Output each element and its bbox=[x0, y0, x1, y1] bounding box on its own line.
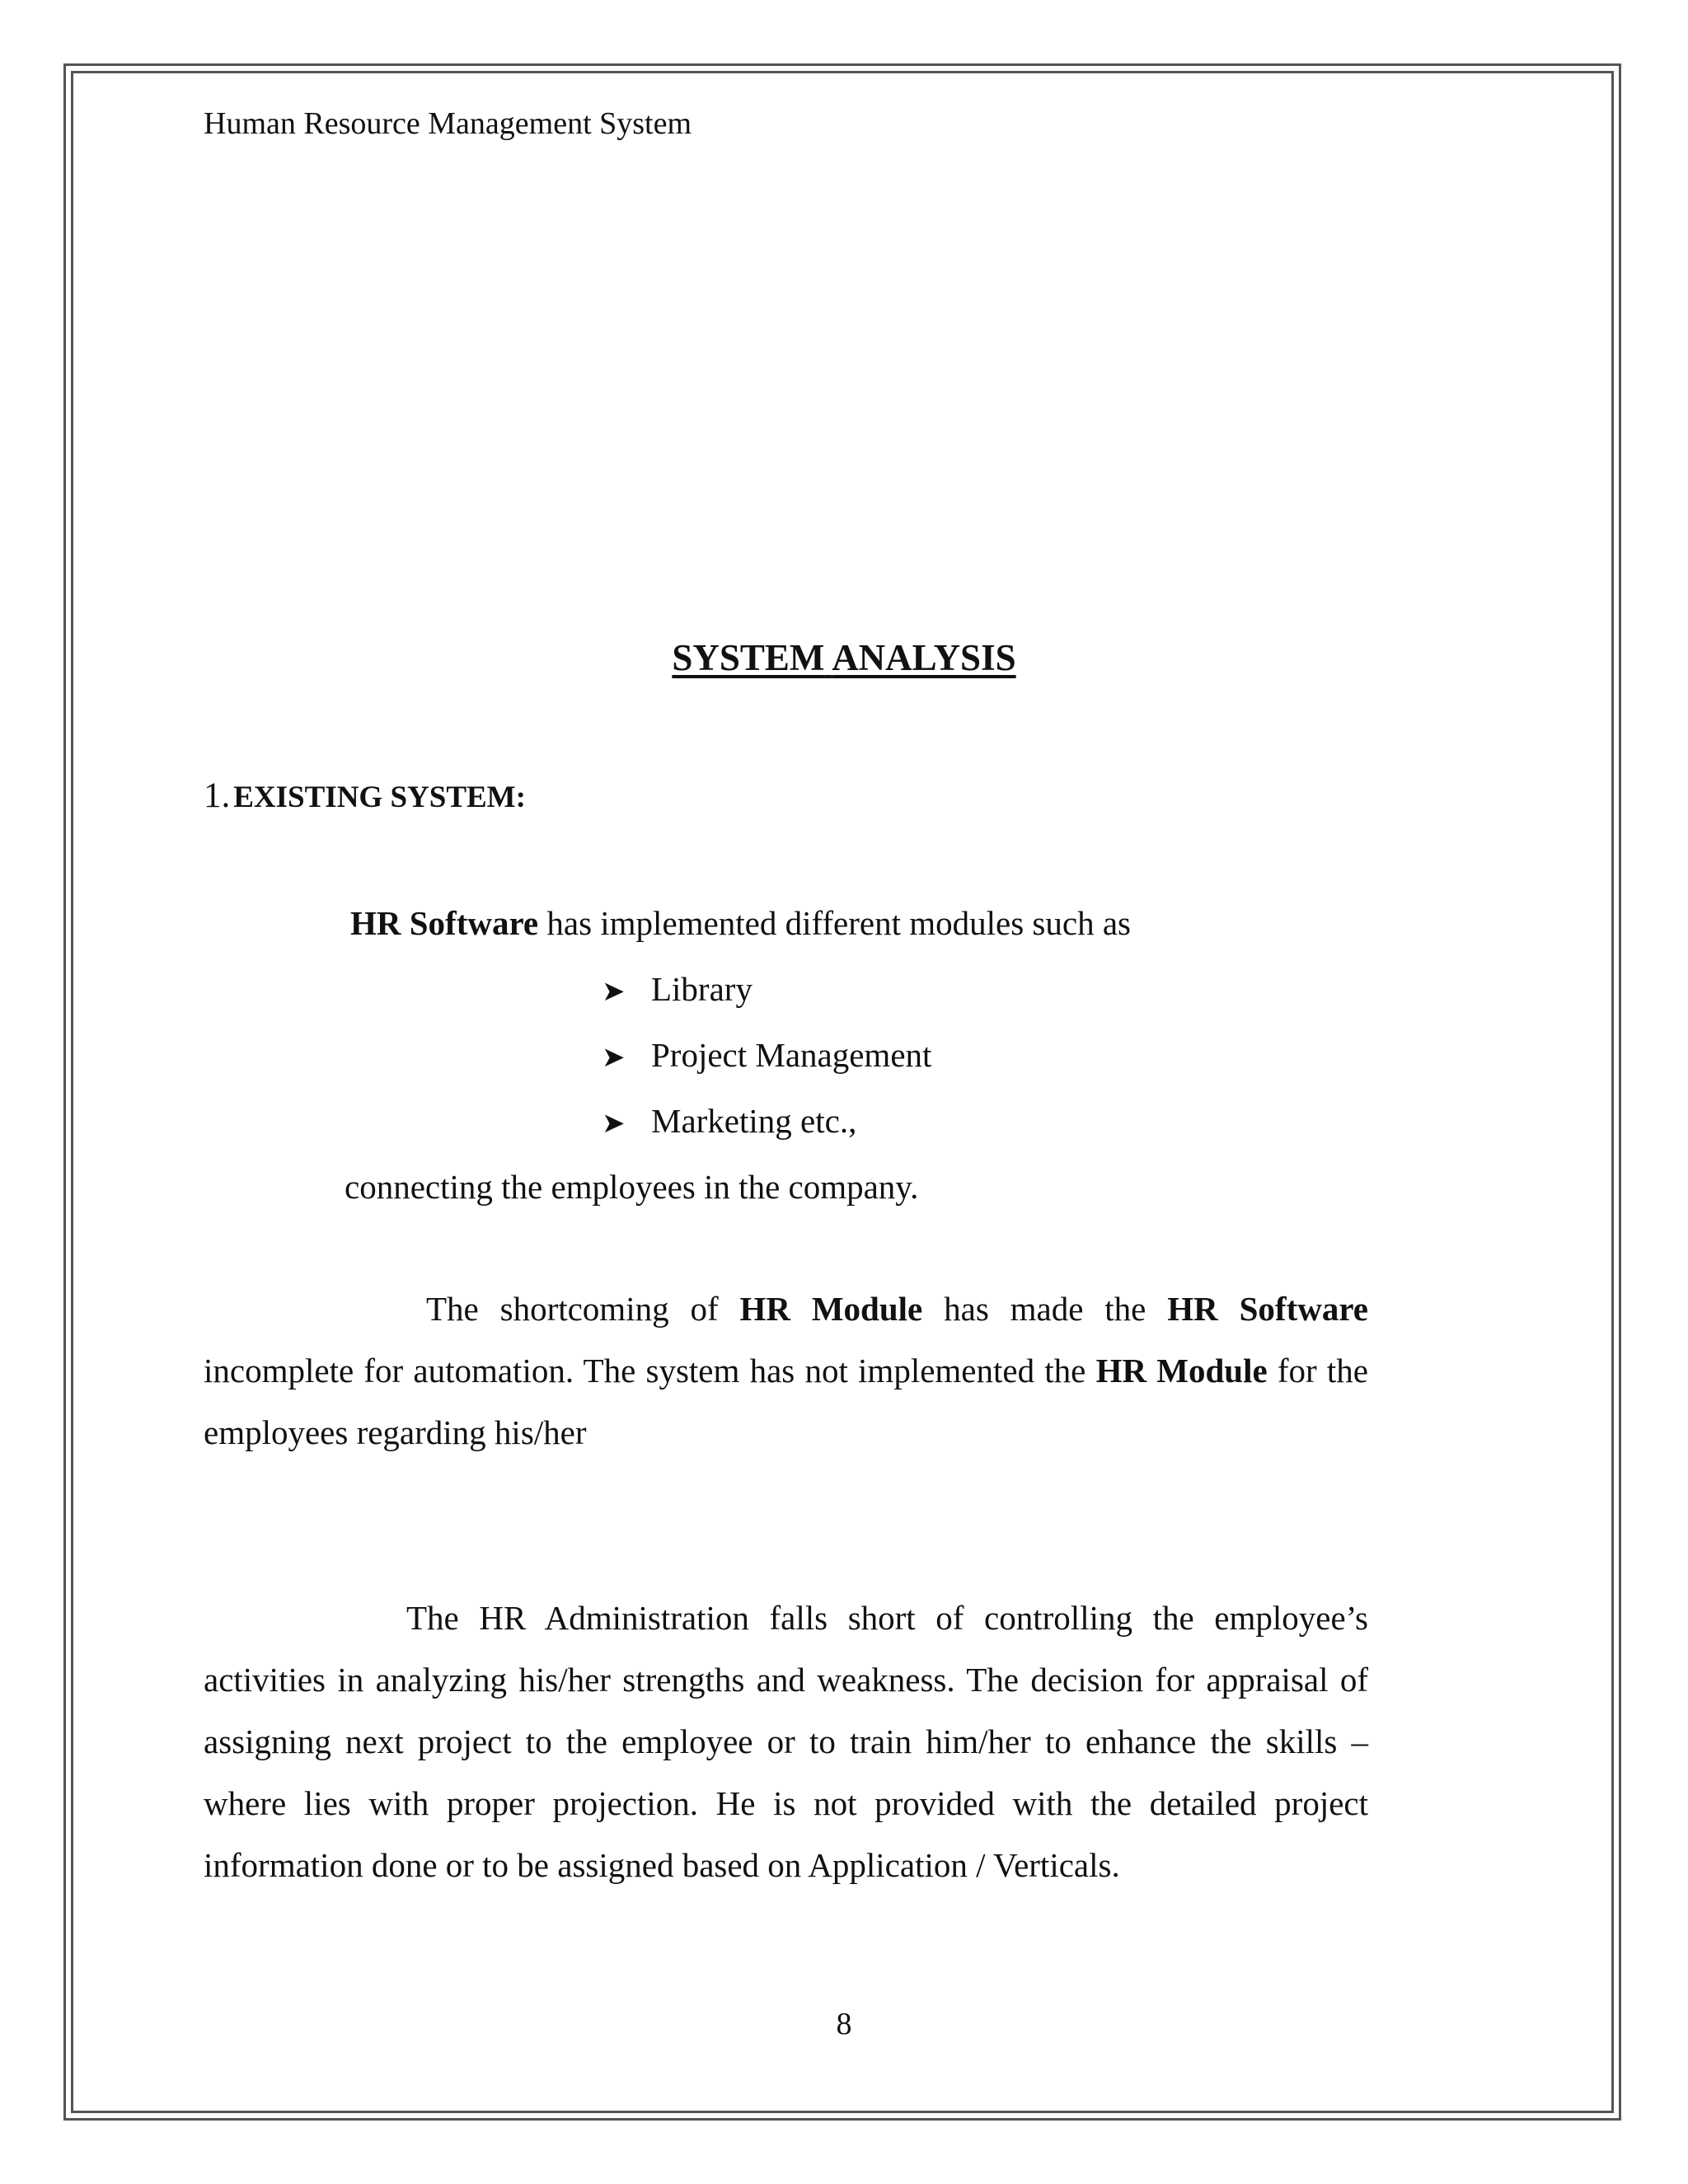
para2-text-3: incomplete for automation. The system has not implemented the bbox=[204, 1352, 1096, 1390]
section-colon: : bbox=[515, 780, 526, 814]
running-header: Human Resource Management System bbox=[204, 106, 692, 141]
paragraph-shortcoming bbox=[204, 1278, 1368, 1464]
title-word-analysis: ANALYSIS bbox=[832, 637, 1016, 678]
para2-text-1: The shortcoming of bbox=[426, 1290, 740, 1328]
module-label: Library bbox=[651, 970, 753, 1008]
arrowhead-bullet-icon: ➤ bbox=[602, 975, 626, 1008]
module-list-item bbox=[602, 966, 753, 1015]
title-word-system: SYSTEM bbox=[672, 637, 825, 678]
para2-text-2: has made the bbox=[922, 1290, 1168, 1328]
intro-closing: connecting the employees in the company. bbox=[345, 1168, 919, 1206]
section-number: 1. bbox=[204, 776, 231, 815]
para2-text-4: for the employees regarding his/her bbox=[204, 1352, 1368, 1451]
section-heading bbox=[204, 773, 526, 827]
intro-text: has implemented different modules such as bbox=[538, 904, 1131, 942]
page-number: 8 bbox=[836, 2007, 852, 2041]
module-label: Marketing etc., bbox=[651, 1102, 857, 1140]
paragraph-hr-administration: The HR Administration falls short of controlling the employee’s activities in analyzing his/her strengths and weakness. The decision for appraisal of assigning next project to the employee or to train him/her to enhance the skills – where lies with proper projection. He is not provided with the detailed project information done or to be assigned based on Application / Verticals. bbox=[204, 1599, 1368, 1884]
section-title: EXISTING SYSTEM bbox=[233, 780, 516, 814]
arrowhead-bullet-icon: ➤ bbox=[602, 1107, 626, 1140]
page-title bbox=[0, 635, 1688, 681]
intro-sentence bbox=[350, 900, 1131, 946]
arrowhead-bullet-icon: ➤ bbox=[602, 1041, 626, 1074]
para2-bold-2: HR Software bbox=[1167, 1290, 1368, 1328]
module-list-item bbox=[602, 1032, 931, 1080]
module-list-item bbox=[602, 1098, 856, 1146]
intro-bold-term: HR Software bbox=[350, 904, 539, 942]
module-label: Project Management bbox=[651, 1036, 932, 1074]
para2-bold-3: HR Module bbox=[1095, 1352, 1268, 1390]
para2-bold-1: HR Module bbox=[739, 1290, 923, 1328]
